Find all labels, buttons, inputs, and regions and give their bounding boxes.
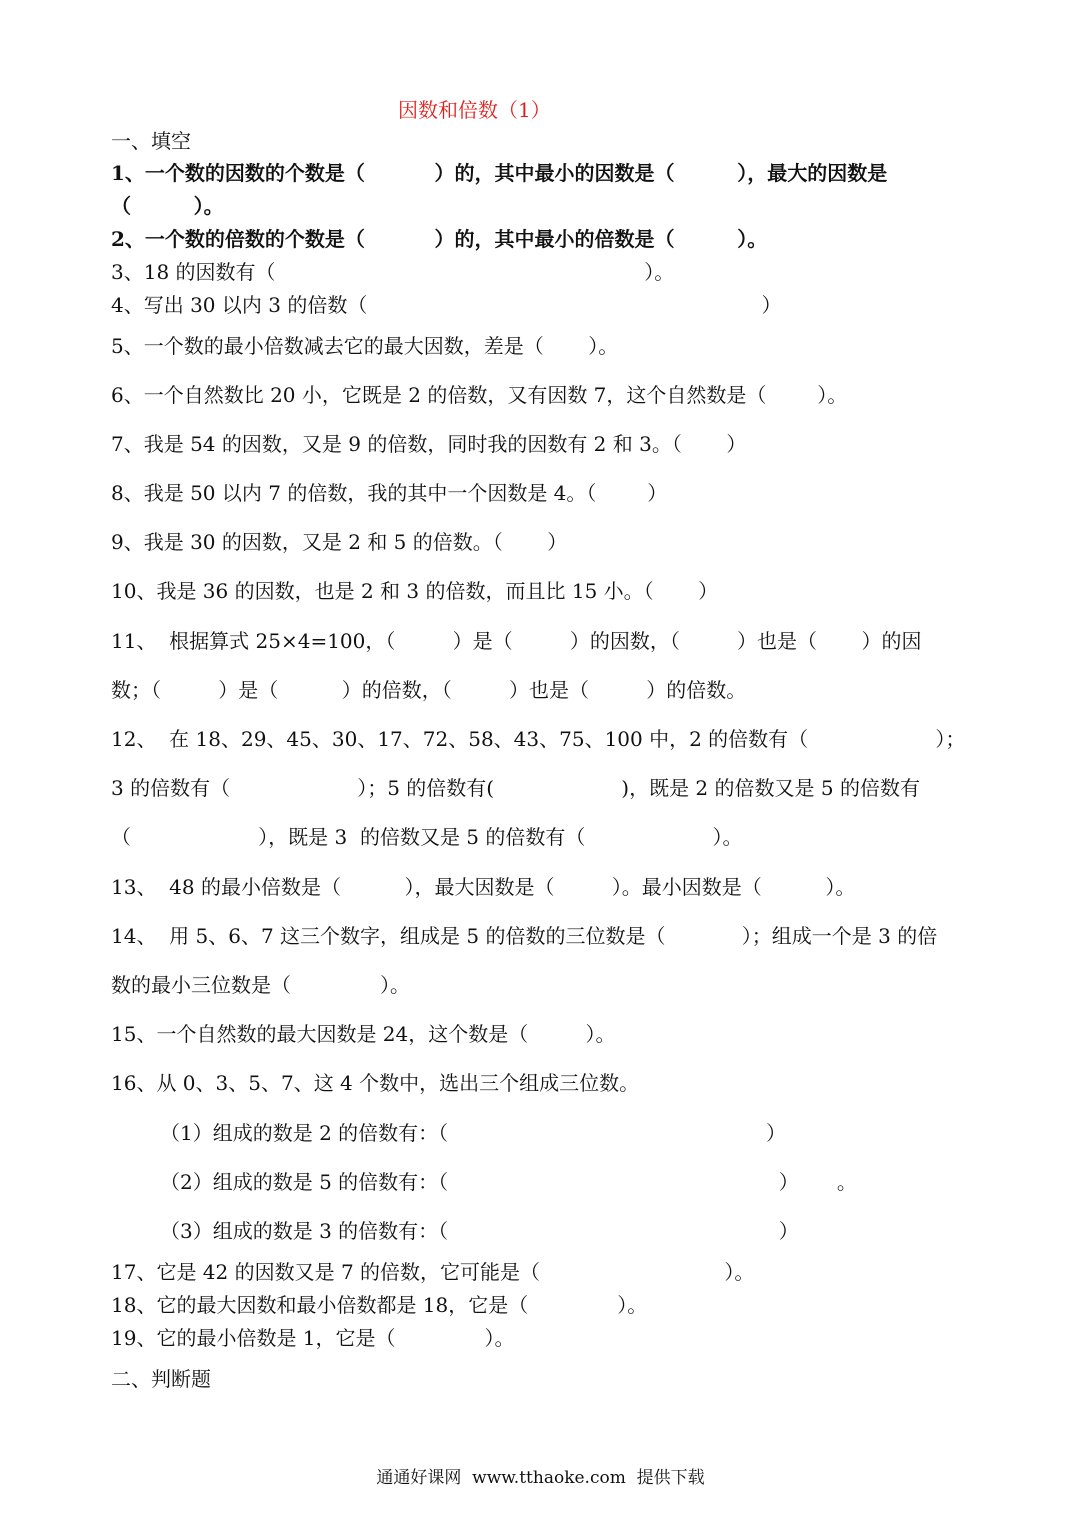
question-1-line-1: 1、一个数的因数的个数是（ ）的，其中最小的因数是（ ），最大的因数是 [111, 161, 888, 185]
question-5: 5、一个数的最小倍数减去它的最大因数，差是（ ）。 [111, 334, 619, 358]
question-13: 13、 48 的最小倍数是（ ），最大因数是（ ）。最小因数是（ ）。 [111, 875, 856, 899]
question-17: 17、它是 42 的因数又是 7 的倍数，它可能是（ ）。 [111, 1260, 755, 1284]
question-12-line-2: 3 的倍数有（ ）；5 的倍数有( )，既是 2 的倍数又是 5 的倍数有 [111, 776, 920, 800]
question-11-line-1: 11、 根据算式 25×4=100，（ ）是（ ）的因数，（ ）也是（ ）的因 [111, 629, 922, 653]
question-3: 3、18 的因数有（ ）。 [111, 260, 675, 284]
section-heading-true-false: 二、判断题 [111, 1367, 211, 1391]
question-6: 6、一个自然数比 20 小，它既是 2 的倍数，又有因数 7，这个自然数是（ ）。 [111, 383, 848, 407]
question-16-part-2: （2）组成的数是 5 的倍数有：（ ） 。 [160, 1170, 857, 1194]
question-1-line-2: （ ）。 [111, 194, 224, 218]
question-16: 16、从 0、3、5、7、这 4 个数中，选出三个组成三位数。 [111, 1071, 640, 1095]
question-4: 4、写出 30 以内 3 的倍数（ ） [111, 293, 782, 317]
question-14-line-1: 14、 用 5、6、7 这三个数字，组成是 5 的倍数的三位数是（ ）；组成一个是 3 的倍 [111, 924, 938, 948]
question-14-line-2: 数的最小三位数是（ ）。 [111, 973, 411, 997]
question-12-line-3: （ ），既是 3 的倍数又是 5 的倍数有（ ）。 [111, 825, 743, 849]
question-16-part-1: （1）组成的数是 2 的倍数有：（ ） [160, 1121, 787, 1145]
question-15: 15、一个自然数的最大因数是 24，这个数是（ ）。 [111, 1022, 616, 1046]
question-2: 2、一个数的倍数的个数是（ ）的，其中最小的倍数是（ ）。 [111, 227, 768, 251]
question-11-line-2: 数；（ ）是（ ）的倍数，（ ）也是（ ）的倍数。 [111, 678, 747, 702]
page-title: 因数和倍数（1） [398, 98, 551, 122]
question-19: 19、它的最小倍数是 1，它是（ ）。 [111, 1326, 515, 1350]
question-9: 9、我是 30 的因数，又是 2 和 5 的倍数。（ ） [111, 530, 568, 554]
question-10: 10、我是 36 的因数，也是 2 和 3 的倍数，而且比 15 小。（ ） [111, 579, 719, 603]
page-footer: 通通好课网 www.tthaoke.com 提供下载 [376, 1468, 705, 1488]
question-16-part-3: （3）组成的数是 3 的倍数有：（ ） [160, 1219, 799, 1243]
question-12-line-1: 12、 在 18、29、45、30、17、72、58、43、75、100 中，2 的倍数有（ ）； [111, 727, 966, 751]
question-18: 18、它的最大因数和最小倍数都是 18，它是（ ）。 [111, 1293, 648, 1317]
question-8: 8、我是 50 以内 7 的倍数，我的其中一个因数是 4。（ ） [111, 481, 668, 505]
question-7: 7、我是 54 的因数，又是 9 的倍数，同时我的因数有 2 和 3。（ ） [111, 432, 747, 456]
section-heading-fill-in: 一、填空 [111, 129, 191, 153]
